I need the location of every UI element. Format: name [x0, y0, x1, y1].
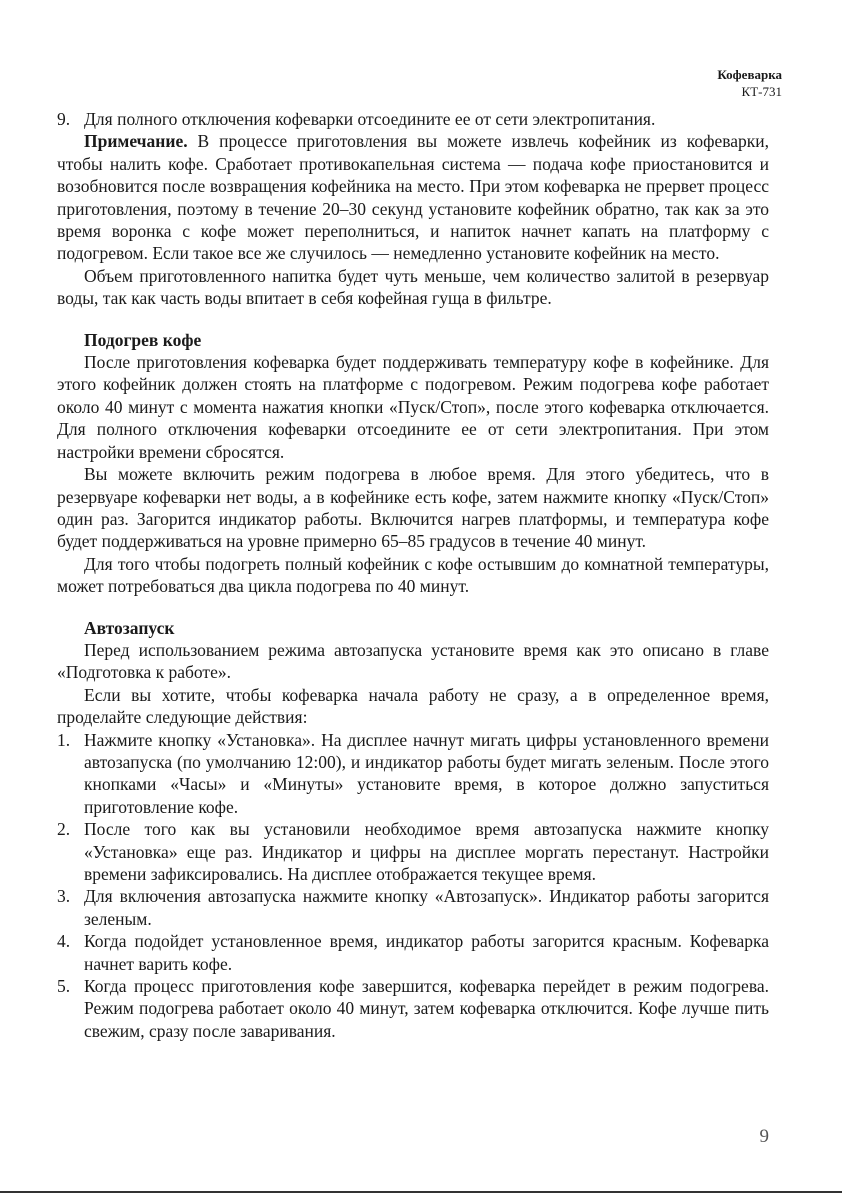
list-item-9 [57, 108, 769, 130]
list-item [57, 885, 769, 930]
list-text: Когда процесс приготовления кофе завершится, кофеварка перейдет в режим подогрева. Режим подогрева работает около 40 минут, затем кофеварка отключится. Кофе лучше пить свежим, сразу после заваривания. [84, 976, 769, 1041]
model-number: КТ-731 [741, 84, 782, 99]
list-item [57, 975, 769, 1042]
list-number: 3. [57, 886, 71, 907]
list-text: Когда подойдет установленное время, индикатор работы загорится красным. Кофеварка начнет варить кофе. [84, 931, 769, 974]
note-label: Примечание. [84, 131, 188, 152]
page-header [717, 66, 782, 100]
note-paragraph [57, 130, 769, 264]
paragraph: Если вы хотите, чтобы кофеварка начала работу не сразу, а в определенное время, проделайте следующие действия: [57, 684, 769, 728]
list-text: Для включения автозапуска нажмите кнопку «Автозапуск». Индикатор работы загорится зеленым. [84, 886, 769, 929]
list-item [57, 930, 769, 975]
list-number: 2. [57, 819, 71, 840]
list-item [57, 729, 769, 819]
volume-paragraph: Объем приготовленного напитка будет чуть меньше, чем количество залитой в резервуар воды, так как часть воды впитает в себя кофейная гуща в фильтре. [57, 265, 769, 309]
page-number: 9 [759, 1126, 769, 1147]
paragraph: После приготовления кофеварка будет поддерживать температуру кофе в кофейнике. Для этого кофейник должен стоять на платформе с подогревом. Режим подогрева кофе работает около 40 минут с момента нажатия кнопки «Пуск/Стоп», после этого кофеварка отключается. Для полного отключения кофеварки отсоедините ее от сети электропитания. При этом настройки времени сбросятся. [57, 352, 769, 462]
list-item [57, 818, 769, 885]
page-content [57, 108, 769, 1042]
list-number: 1. [57, 729, 71, 750]
paragraph: Вы можете включить режим подогрева в любое время. Для этого убедитесь, что в резервуаре кофеварки нет воды, а в кофейнике есть кофе, затем нажмите кнопку «Пуск/Стоп» один раз. Загорится индикатор работы. Включится нагрев платформы, и температура кофе будет поддерживаться на уровне примерно 65–85 градусов в течение 40 минут. [57, 464, 769, 552]
bottom-rule [0, 1191, 842, 1193]
paragraph: Перед использованием режима автозапуска установите время как это описано в главе «Подготовка к работе». [57, 639, 769, 683]
paragraph: Для того чтобы подогреть полный кофейник с кофе остывшим до комнатной температуры, может потребоваться два цикла подогрева по 40 минут. [57, 553, 769, 597]
list-number: 5. [57, 976, 71, 997]
list-text: Нажмите кнопку «Установка». На дисплее начнут мигать цифры установленного времени автозапуска (по умолчанию 12:00), и индикатор работы будет мигать зеленым. После этого кнопками «Часы» и «Минуты» установите время, в которое должно запуститься приготовление кофе. [84, 729, 769, 817]
section-heading-heating: Подогрев кофе [84, 329, 202, 350]
section-heading-autostart: Автозапуск [84, 617, 175, 638]
list-number: 9. [57, 109, 71, 129]
list-text: Для полного отключения кофеварки отсоедините ее от сети электропитания. [84, 109, 656, 129]
list-number: 4. [57, 931, 71, 952]
note-text: В процессе приготовления вы можете извлечь кофейник из кофеварки, чтобы налить кофе. Сработает противокапельная система — подача кофе приостановится и возобновится после возвращения кофейника на место. При этом кофеварка не прервет процесс приготовления, поэтому в течение 20–30 секунд установите кофейник обратно, так как за это время воронка с кофе может переполниться, и напиток начнет капать на платформу с подогревом. Если такое все же случилось — немедленно установите кофейник на место. [57, 131, 769, 264]
product-name: Кофеварка [717, 67, 782, 82]
list-text: После того как вы установили необходимое время автозапуска нажмите кнопку «Установка» еще раз. Индикатор и цифры на дисплее моргать перестанут. Настройки времени зафиксировались. На дисплее отображается текущее время. [84, 819, 769, 884]
